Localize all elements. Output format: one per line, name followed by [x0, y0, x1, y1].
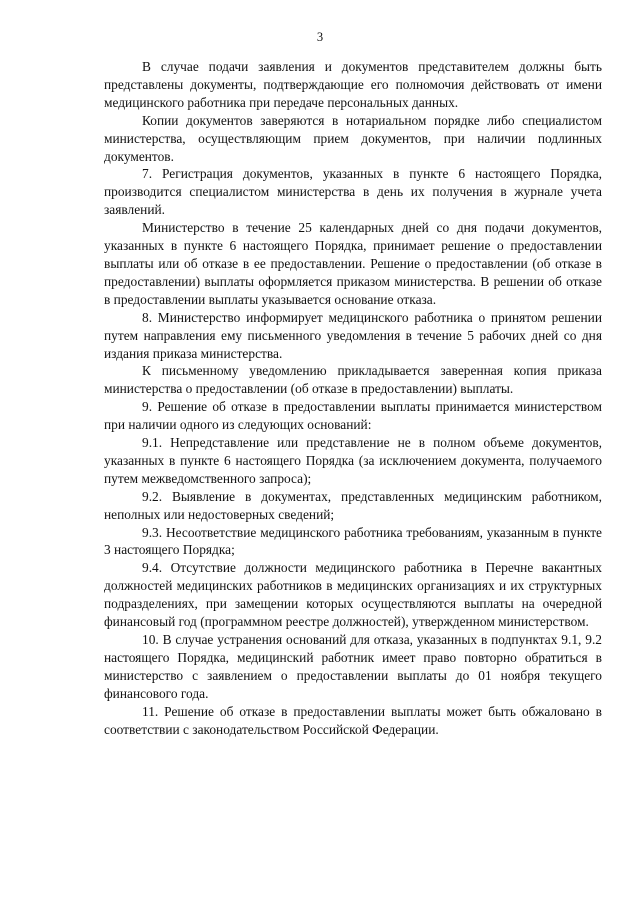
paragraph-ministry-decision: Министерство в течение 25 календарных дней со дня подачи документов, указанных в пункте 6 настоящего Порядка, принимает решение о предоставлении выплаты или об отказе в ее предоставлении. Решение о предоставлении (об отказе в предоставлении) выплаты оформляется приказом министерства. В решении об отказе в предоставлении выплаты указывается основание отказа.	[104, 220, 602, 307]
paragraph-notification-attachment: К письменному уведомлению прикладывается заверенная копия приказа министерства о предоставлении (об отказе в предоставлении) выплаты.	[104, 363, 602, 397]
paragraph-document-copies: Копии документов заверяются в нотариальном порядке либо специалистом министерства, осуществляющим прием документов, при наличии подлинных документов.	[104, 112, 602, 164]
paragraph-representative-documents: В случае подачи заявления и документов представителем должны быть представлены документы, подтверждающие его полномочия действовать от имени медицинского работника при передаче персональных данных.	[104, 59, 602, 110]
paragraph-11-appeal: 11. Решение об отказе в предоставлении выплаты может быть обжаловано в соответствии с законодательством Российской Федерации.	[104, 703, 602, 737]
paragraph-10-reapplication: 10. В случае устранения оснований для отказа, указанных в подпунктах 9.1, 9.2 настоящего Порядка, медицинский работник имеет право повторно обратиться в министерство с заявлением о предоставлении выплаты до 01 ноября текущего финансового года.	[104, 632, 602, 701]
paragraph-9-2: 9.2. Выявление в документах, представленных медицинским работником, неполных или недостоверных сведений;	[104, 488, 602, 522]
paragraph-9-3: 9.3. Несоответствие медицинского работника требованиям, указанным в пункте 3 настоящего Порядка;	[104, 524, 602, 558]
paragraph-9-1: 9.1. Непредставление или представление не в полном объеме документов, указанных в пункте 6 настоящего Порядка (за исключением документа, получаемого путем межведомственного запроса);	[104, 435, 602, 486]
paragraph-7-registration: 7. Регистрация документов, указанных в пункте 6 настоящего Порядка, производится специалистом министерства в день их получения в журнале учета заявлений.	[104, 166, 602, 218]
document-body	[104, 58, 602, 738]
paragraph-8-notification: 8. Министерство информирует медицинского работника о принятом решении путем направления ему письменного уведомления в течение 5 рабочих дней со дня издания приказа министерства.	[104, 309, 602, 361]
page-number: 3	[316, 30, 324, 44]
paragraph-9-4: 9.4. Отсутствие должности медицинского работника в Перечне вакантных должностей медицинских работников в медицинских организациях и их структурных подразделениях, при замещении которых осуществляются выплаты на очередной финансовый год (программном реестре должностей), утвержденном министерством.	[104, 560, 602, 630]
paragraph-9-refusal-grounds: 9. Решение об отказе в предоставлении выплаты принимается министерством при наличии одного из следующих оснований:	[104, 399, 602, 433]
